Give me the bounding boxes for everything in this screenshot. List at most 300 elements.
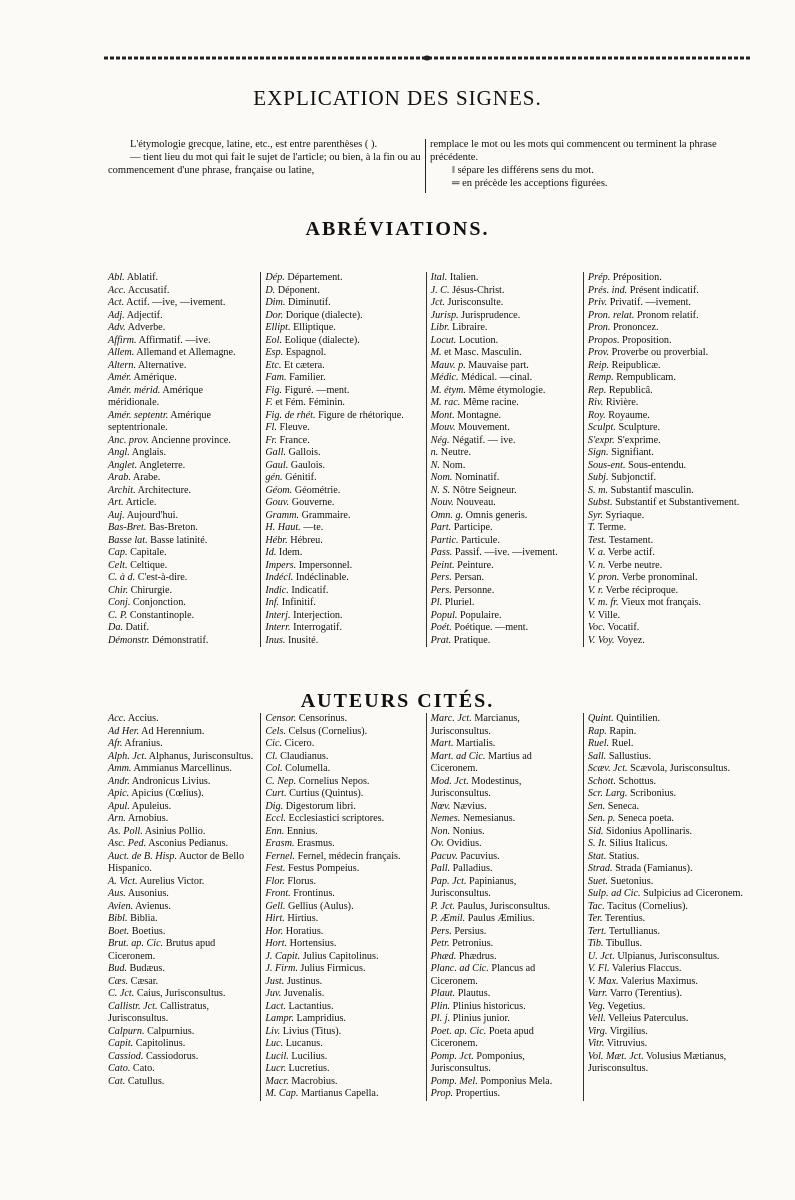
entry-abbr: Gell. — [265, 900, 286, 912]
entry-meaning: Verbe neutre. — [607, 559, 663, 571]
entry-meaning: Subjonctif. — [611, 472, 657, 483]
entry — [588, 372, 754, 385]
entry — [431, 310, 579, 323]
entry-meaning: Seneca. — [607, 800, 640, 812]
entry — [588, 876, 754, 889]
entry — [265, 322, 421, 335]
entry-abbr: Phæd. — [430, 950, 457, 962]
entry-meaning: Ville. — [597, 609, 621, 621]
entry-abbr: Gaul. — [265, 459, 289, 471]
entry-meaning: Quintilien. — [616, 713, 661, 724]
entry-abbr: Interj. — [265, 609, 291, 621]
entry-abbr: Part. — [430, 522, 452, 533]
entry — [431, 460, 579, 473]
entry — [265, 297, 421, 310]
entry-abbr: Censor. — [265, 713, 297, 724]
entry — [588, 938, 754, 951]
entry — [265, 1038, 421, 1051]
entry-abbr: J. C. — [430, 284, 450, 296]
entry-meaning: Censorinus. — [298, 713, 348, 724]
entry — [588, 510, 754, 523]
entry-meaning: Rempublicam. — [616, 372, 676, 383]
entry-meaning: Verbe actif. — [607, 547, 655, 558]
entry — [265, 901, 421, 914]
entry-meaning: Figuré. —ment. — [284, 384, 350, 396]
entry-meaning: Indicatif. — [291, 584, 329, 596]
entry — [431, 522, 579, 535]
entry — [265, 385, 421, 398]
sign-text: L'étymologie grecque, latine, etc., est entre parenthèses ( ). — [130, 139, 378, 150]
entry — [431, 1088, 579, 1101]
entry-meaning: Hirtius. — [287, 913, 319, 924]
entry-meaning: Hébreu. — [290, 534, 323, 546]
entry-meaning: Julius Capitolinus. — [302, 950, 379, 962]
entry — [588, 788, 754, 801]
entry-meaning: Ovidius. — [446, 838, 482, 849]
entry-meaning: Nominatif. — [454, 472, 500, 483]
entry-abbr: Etc. — [265, 359, 282, 371]
entry-abbr: V. a. — [587, 547, 606, 558]
author-column — [260, 713, 425, 1101]
entry-abbr: Rap. — [587, 725, 607, 737]
entry-meaning: Peinture. — [457, 559, 494, 571]
entry-abbr: Planc. ad Cic. — [430, 963, 489, 974]
entry — [588, 522, 754, 535]
entry-abbr: Brut. ap. Cic. — [108, 938, 164, 949]
entry-meaning: Négatif. — ive. — [452, 434, 516, 446]
entry-abbr: Bibl. — [108, 913, 128, 924]
entry — [588, 335, 754, 348]
entry-abbr: Amér. mérid. — [108, 384, 161, 396]
entry-meaning: Jésus-Christ. — [452, 284, 505, 296]
entry-meaning: Nouveau. — [456, 497, 496, 508]
entry-abbr: Ter. — [587, 913, 603, 924]
entry-meaning: Idem. — [278, 547, 303, 558]
entry-abbr: Nœv. — [430, 800, 451, 812]
entry — [588, 610, 754, 623]
entry-meaning: Sidonius Apollinaris. — [606, 825, 693, 837]
entry-meaning: Fleuve. — [279, 422, 310, 433]
entry-abbr: Inus. — [265, 634, 286, 646]
entry-meaning: Andronicus Livius. — [131, 775, 211, 787]
entry-abbr: S'expr. — [587, 434, 615, 446]
entry-abbr: Jurisp. — [430, 309, 459, 321]
entry-abbr: M. rac. — [430, 397, 461, 408]
entry-meaning: Verbe réciproque. — [605, 584, 679, 596]
entry-abbr: Strad. — [587, 863, 613, 874]
entry-meaning: Martialis. — [456, 738, 496, 749]
sign-text: — tient lieu du mot qui fait le sujet de l'article; ou bien, à la fin ou au commencement d'une phrase, française ou latine, — [108, 152, 421, 176]
entry-abbr: Nom. — [430, 472, 453, 483]
entry — [108, 913, 256, 926]
entry-meaning: Sous-entendu. — [628, 459, 687, 471]
entry — [265, 272, 421, 285]
entry — [108, 738, 256, 751]
entry — [431, 497, 579, 510]
entry-abbr: Plaut. — [430, 988, 456, 999]
abbr-column — [108, 272, 260, 647]
entry-abbr: Indic. — [265, 584, 289, 596]
entry-abbr: Front. — [265, 888, 291, 899]
author-column — [108, 713, 260, 1101]
entry — [108, 372, 256, 385]
entry-abbr: Prov. — [587, 347, 610, 358]
entry-meaning: Cicero. — [284, 738, 315, 749]
entry-abbr: Quint. — [587, 713, 614, 724]
entry-abbr: Abl. — [108, 272, 125, 283]
entry — [588, 863, 754, 876]
entry-abbr: Mart. — [430, 738, 454, 749]
entry-abbr: Boet. — [108, 925, 130, 937]
entry — [588, 913, 754, 926]
entry-meaning: Mauvaise part. — [468, 359, 529, 371]
entry-meaning: Martius ad Ciceronem. — [430, 750, 532, 774]
entry-meaning: Boetius. — [131, 925, 166, 937]
entry-abbr: Reip. — [587, 359, 610, 371]
entry — [588, 385, 754, 398]
entry-abbr: Fig. — [265, 384, 283, 396]
entry — [265, 310, 421, 323]
entry — [431, 297, 579, 310]
entry-meaning: Pacuvius. — [460, 850, 500, 862]
entry-meaning: Velleius Paterculus. — [608, 1013, 689, 1024]
entry — [588, 1038, 754, 1051]
entry-abbr: Tib. — [587, 938, 604, 949]
entry-meaning: Fernel, médecin français. — [297, 850, 401, 862]
entry-abbr: Libr. — [430, 322, 450, 333]
author-column — [426, 713, 583, 1101]
entry-abbr: Cap. — [108, 547, 128, 558]
entry-abbr: Altern. — [108, 359, 137, 371]
entry-abbr: Scæv. Jct. — [587, 763, 628, 774]
entry-meaning: Apuleius. — [131, 800, 172, 812]
entry — [431, 1001, 579, 1014]
entry-meaning: Statius. — [608, 850, 640, 862]
authors-heading: AUTEURS CITÉS. — [300, 690, 495, 712]
entry — [431, 610, 579, 623]
entry — [265, 497, 421, 510]
entry-meaning: Persan. — [454, 572, 485, 583]
entry-abbr: Sen. — [587, 800, 606, 812]
entry-meaning: Nom. — [442, 459, 466, 471]
entry-meaning: Vocatif. — [607, 622, 640, 633]
entry-meaning: Locution. — [458, 334, 499, 346]
entry-abbr: S. m. — [587, 484, 608, 496]
entry — [588, 447, 754, 460]
entry-meaning: Verbe pronominal. — [621, 572, 698, 583]
entry — [431, 547, 579, 560]
entry-abbr: Indécl. — [265, 572, 294, 583]
entry — [108, 572, 256, 585]
entry-abbr: Eccl. — [265, 813, 286, 824]
entry-meaning: Département. — [287, 272, 343, 283]
entry-abbr: Acc. — [108, 713, 126, 724]
entry — [588, 838, 754, 851]
entry-meaning: —te. — [303, 522, 324, 533]
entry-abbr: Auj. — [108, 509, 125, 521]
entry-meaning: France. — [279, 434, 310, 446]
entry-abbr: Act. — [108, 297, 125, 308]
entry-meaning: Sculpture. — [618, 422, 661, 433]
entry-meaning: Conjonction. — [132, 597, 186, 608]
entry-abbr: Amm. — [108, 763, 132, 774]
entry-meaning: Caius, Jurisconsultus. — [136, 988, 226, 999]
entry — [431, 585, 579, 598]
entry-abbr: Prop. — [430, 1088, 454, 1099]
entry-abbr: Vell. — [587, 1013, 606, 1024]
entry — [431, 751, 579, 776]
entry — [108, 497, 256, 510]
entry — [431, 447, 579, 460]
entry — [431, 963, 579, 988]
entry-abbr: gén. — [265, 472, 283, 483]
entry-abbr: Arn. — [108, 813, 126, 824]
entry-abbr: Géom. — [265, 484, 293, 496]
entry — [265, 610, 421, 623]
entry-abbr: Pron. — [587, 322, 611, 333]
entry-abbr: Propos. — [587, 334, 620, 346]
entry — [265, 863, 421, 876]
entry — [265, 851, 421, 864]
entry-abbr: Gouv. — [265, 497, 290, 508]
entry-abbr: Gall. — [265, 447, 286, 458]
entry — [265, 713, 421, 726]
entry-meaning: Même étymologie. — [468, 384, 546, 396]
entry-meaning: Gellius (Aulus). — [287, 900, 354, 912]
entry-meaning: Eolique (dialecte). — [284, 334, 360, 346]
entry-meaning: Allemand et Allemagne. — [136, 347, 236, 358]
entry-abbr: S. It. — [587, 838, 607, 849]
entry — [108, 788, 256, 801]
entry-abbr: Pall. — [430, 863, 451, 874]
entry-abbr: Angl. — [108, 447, 130, 458]
entry-abbr: Calpurn. — [108, 1025, 145, 1037]
entry — [265, 976, 421, 989]
entry — [588, 597, 754, 610]
entry — [588, 485, 754, 498]
entry — [431, 901, 579, 914]
entry-meaning: Accius. — [127, 713, 159, 724]
entry-meaning: Amérique. — [133, 372, 177, 383]
entry-abbr: Rep. — [587, 384, 607, 396]
entry-meaning: Martianus Capella. — [300, 1088, 379, 1099]
entry-meaning: Proverbe ou proverbial. — [611, 347, 709, 358]
entry-abbr: Afr. — [108, 738, 123, 749]
entry-abbr: Esp. — [265, 347, 284, 358]
entry — [588, 751, 754, 764]
entry-abbr: Ad Her. — [108, 725, 140, 737]
entry-abbr: M. Cap. — [265, 1088, 299, 1099]
entry — [265, 622, 421, 635]
entry-abbr: Fr. — [265, 434, 277, 446]
entry-meaning: Curtius (Quintus). — [289, 788, 364, 799]
entry-meaning: Gouverne. — [291, 497, 335, 508]
entry-abbr: Jct. — [430, 297, 445, 308]
entry — [108, 713, 256, 726]
entry — [108, 1063, 256, 1076]
entry — [108, 1001, 256, 1026]
entry-meaning: S'exprime. — [617, 434, 661, 446]
entry-abbr: V. Max. — [587, 975, 619, 987]
entry — [265, 360, 421, 373]
entry-abbr: Andr. — [108, 775, 130, 787]
entry — [431, 1026, 579, 1051]
entry-abbr: Adv. — [108, 322, 126, 333]
entry — [431, 913, 579, 926]
entry-meaning: Basse latinité. — [150, 534, 208, 546]
entry-abbr: Dor. — [265, 309, 284, 321]
entry-meaning: Valerius Flaccus. — [611, 963, 682, 974]
entry-abbr: Fam. — [265, 372, 287, 383]
entry — [265, 826, 421, 839]
entry-abbr: Conj. — [108, 597, 131, 608]
entry-meaning: Calpurnius. — [147, 1025, 195, 1037]
entry-abbr: Prép. — [587, 272, 611, 283]
entry — [588, 285, 754, 298]
entry-meaning: Lucilius. — [291, 1050, 328, 1062]
entry-meaning: Nonius. — [452, 825, 485, 837]
entry — [431, 622, 579, 635]
entry-abbr: Suet. — [587, 875, 608, 887]
entry-meaning: Petronius. — [452, 938, 494, 949]
entry — [431, 435, 579, 448]
entry — [588, 813, 754, 826]
entry-meaning: Adjectif. — [126, 309, 163, 321]
entry — [431, 938, 579, 951]
entry — [265, 838, 421, 851]
entry — [108, 776, 256, 789]
entry-abbr: Peint. — [430, 559, 455, 571]
entry — [108, 335, 256, 348]
entry-meaning: Déponent. — [277, 284, 320, 296]
entry — [265, 285, 421, 298]
entry-meaning: Ammianus Marcellinus. — [133, 763, 232, 774]
entry-abbr: V. n. — [587, 559, 606, 571]
entry-abbr: Pomp. Jct. — [430, 1050, 474, 1062]
entry-meaning: Hortensius. — [289, 938, 337, 949]
entry-meaning: Pomponius, Jurisconsultus. — [430, 1050, 525, 1074]
entry-abbr: Poét. — [430, 622, 452, 633]
entry-abbr: Curt. — [265, 788, 287, 799]
entry-meaning: Capitolinus. — [135, 1038, 186, 1049]
entry-meaning: Familier. — [289, 372, 326, 383]
entry-meaning: Papinianus, Jurisconsultus. — [430, 875, 517, 899]
entry-abbr: Vol. Mæt. Jct. — [587, 1050, 644, 1062]
entry-meaning: Signifiant. — [611, 447, 654, 458]
entry — [108, 310, 256, 323]
entry-meaning: Ulpianus, Jurisconsultus. — [617, 950, 720, 962]
entry — [588, 776, 754, 789]
entry-meaning: Libraire. — [452, 322, 488, 333]
entry — [588, 851, 754, 864]
entry-meaning: Marcianus, Jurisconsultus. — [430, 713, 520, 737]
entry-meaning: Passif. —ive. —ivement. — [454, 547, 558, 558]
entry-meaning: Celtique. — [130, 559, 168, 571]
entry-abbr: Scr. Larg. — [587, 788, 628, 799]
entry-meaning: Lucretius. — [288, 1063, 330, 1074]
entry-meaning: Celsus (Cornelius). — [288, 725, 368, 737]
entry — [265, 888, 421, 901]
entry-abbr: Popul. — [430, 609, 458, 621]
entry-meaning: Particule. — [461, 534, 500, 546]
entry-abbr: Alph. Jct. — [108, 750, 147, 762]
entry — [588, 347, 754, 360]
entry-abbr: Nég. — [430, 434, 450, 446]
entry-abbr: N. — [430, 459, 440, 471]
sign-text: ‖ sépare les différens sens du mot. — [452, 165, 594, 176]
entry-abbr: V. r. — [587, 584, 604, 596]
entry-meaning: Et cætera. — [284, 359, 325, 371]
abbr-column — [260, 272, 425, 647]
entry-meaning: Angleterre. — [139, 459, 186, 471]
entry-abbr: Stat. — [587, 850, 607, 862]
entry-meaning: Chirurgie. — [130, 584, 173, 596]
entry — [265, 1063, 421, 1076]
entry-meaning: Horatius. — [285, 925, 324, 937]
decorative-rule — [104, 54, 750, 62]
entry — [265, 726, 421, 739]
sign-text: remplace le mot ou les mots qui commencent ou terminent la phrase précédente. — [430, 139, 717, 163]
entry-meaning: Actif. —ive, —ivement. — [126, 297, 226, 308]
entry-abbr: H. Haut. — [265, 522, 301, 533]
entry-meaning: Substantif masculin. — [610, 484, 694, 496]
entry — [265, 522, 421, 535]
entry — [108, 410, 256, 435]
entry-meaning: Republicâ. — [608, 384, 653, 396]
entry — [108, 988, 256, 1001]
entry-abbr: Subst. — [587, 497, 613, 508]
entry-meaning: Plancus ad Ciceronem. — [430, 963, 536, 987]
entry-meaning: Nævius. — [453, 800, 487, 812]
entry-abbr: P. Æmil. — [430, 913, 466, 924]
entry-meaning: Ad Herennium. — [141, 725, 205, 737]
entry-meaning: Erasmus. — [297, 838, 335, 849]
entry-abbr: Auct. de B. Hisp. — [108, 850, 178, 862]
entry-abbr: Archit. — [108, 484, 136, 496]
entry-abbr: C. à d. — [108, 572, 136, 583]
entry-abbr: Bud. — [108, 963, 127, 974]
entry-abbr: Pap. Jct. — [430, 875, 467, 887]
entry-meaning: Mouvement. — [458, 422, 510, 433]
entry-abbr: P. Jct. — [430, 900, 455, 912]
entry — [588, 397, 754, 410]
entry-abbr: Fest. — [265, 863, 286, 874]
entry-meaning: Arabe. — [132, 472, 161, 483]
entry — [265, 572, 421, 585]
entry-abbr: Aus. — [108, 888, 126, 899]
entry-meaning: Géométrie. — [294, 484, 341, 496]
entry-meaning: Rapin. — [609, 725, 637, 737]
entry-abbr: Mouv. — [430, 422, 456, 433]
author-column — [583, 713, 758, 1101]
entry-abbr: Juv. — [265, 988, 282, 999]
entry-abbr: Mauv. p. — [430, 359, 466, 371]
entry — [108, 888, 256, 901]
entry-meaning: C'est-à-dire. — [137, 572, 188, 583]
entry — [108, 1038, 256, 1051]
entry-abbr: D. — [265, 284, 276, 296]
entry — [431, 1051, 579, 1076]
entry-abbr: Interr. — [265, 622, 291, 633]
entry — [108, 535, 256, 548]
entry-meaning: Neutre. — [440, 447, 472, 458]
entry — [431, 272, 579, 285]
entry — [265, 813, 421, 826]
entry — [431, 285, 579, 298]
entry-abbr: V. m. fr. — [587, 597, 619, 608]
entry-meaning: Royaume. — [608, 409, 650, 421]
entry — [431, 713, 579, 738]
